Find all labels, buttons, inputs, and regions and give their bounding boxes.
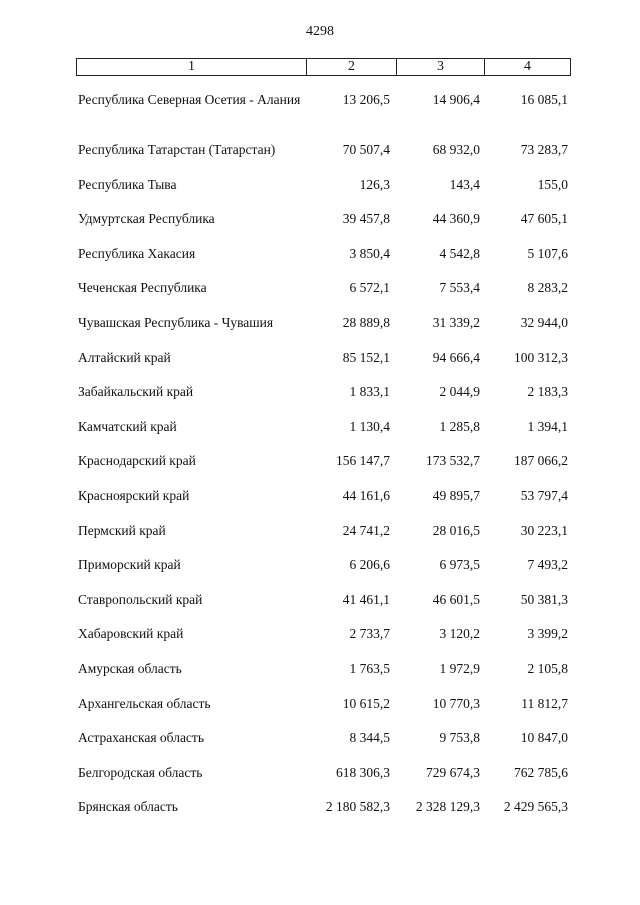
value-col-4: 155,0 [537, 176, 568, 192]
value-col-3: 6 973,5 [439, 557, 480, 573]
value-col-2: 2 180 582,3 [325, 799, 390, 815]
table-row [78, 177, 573, 212]
value-col-4: 187 066,2 [514, 453, 568, 469]
value-col-2: 6 572,1 [349, 280, 390, 296]
region-name: Забайкальский край [78, 384, 194, 400]
value-col-2: 2 733,7 [349, 626, 390, 642]
value-col-3: 9 753,8 [439, 730, 480, 746]
value-col-3: 2 328 129,3 [415, 799, 480, 815]
table-row [78, 592, 573, 627]
value-col-3: 173 532,7 [426, 453, 480, 469]
table-row [78, 799, 573, 834]
table-row [78, 453, 573, 488]
region-name: Брянская область [78, 799, 178, 815]
value-col-2: 1 763,5 [349, 660, 390, 676]
value-col-4: 1 394,1 [527, 418, 568, 434]
region-name: Амурская область [78, 660, 182, 676]
value-col-2: 24 741,2 [342, 522, 390, 538]
value-col-2: 85 152,1 [342, 349, 390, 365]
region-name: Белгородская область [78, 764, 203, 780]
value-col-2: 41 461,1 [342, 591, 390, 607]
value-col-3: 14 906,4 [432, 92, 480, 107]
value-col-4: 50 381,3 [520, 591, 568, 607]
value-col-4: 3 399,2 [527, 626, 568, 642]
value-col-4: 11 812,7 [521, 695, 568, 711]
value-col-4: 2 105,8 [527, 660, 568, 676]
table-row [78, 488, 573, 523]
value-col-3: 28 016,5 [432, 522, 480, 538]
region-name: Республика Северная Осетия - Алания [78, 92, 301, 107]
value-col-4: 32 944,0 [520, 314, 568, 330]
value-col-2: 44 161,6 [342, 487, 390, 503]
region-name: Алтайский край [78, 349, 171, 365]
region-name: Чувашская Республика - Чувашия [78, 314, 274, 330]
table-header [76, 58, 571, 76]
value-col-3: 7 553,4 [439, 280, 480, 296]
table-row [78, 661, 573, 696]
region-name: Пермский край [78, 522, 166, 538]
table-row [78, 696, 573, 731]
value-col-2: 10 615,2 [342, 695, 390, 711]
value-col-4: 53 797,4 [520, 487, 568, 503]
value-col-4: 100 312,3 [514, 349, 568, 365]
table-row [78, 92, 573, 142]
table-row [78, 730, 573, 765]
value-col-4: 762 785,6 [514, 764, 568, 780]
value-col-2: 70 507,4 [342, 142, 390, 157]
table-row [78, 211, 573, 246]
value-col-3: 49 895,7 [432, 487, 480, 503]
value-col-4: 10 847,0 [520, 730, 568, 746]
value-col-2: 39 457,8 [342, 211, 390, 227]
table-row [78, 419, 573, 454]
value-col-2: 13 206,5 [342, 92, 390, 107]
value-col-4: 2 429 565,3 [503, 799, 568, 815]
value-col-2: 126,3 [359, 176, 390, 192]
region-name: Республика Татарстан (Татарстан) [78, 142, 276, 157]
value-col-2: 156 147,7 [336, 453, 390, 469]
value-col-3: 31 339,2 [432, 314, 480, 330]
table-row [78, 246, 573, 281]
region-name: Хабаровский край [78, 626, 184, 642]
value-col-3: 729 674,3 [426, 764, 480, 780]
region-name: Удмуртская Республика [78, 211, 215, 227]
table-row [78, 315, 573, 350]
region-name: Красноярский край [78, 487, 190, 503]
header-col-2: 2 [307, 59, 397, 75]
value-col-3: 1 972,9 [439, 660, 480, 676]
value-col-3: 44 360,9 [432, 211, 480, 227]
value-col-3: 46 601,5 [432, 591, 480, 607]
value-col-2: 3 850,4 [349, 245, 390, 261]
table-row [78, 765, 573, 800]
value-col-2: 28 889,8 [342, 314, 390, 330]
value-col-2: 618 306,3 [336, 764, 390, 780]
region-name: Ставропольский край [78, 591, 203, 607]
value-col-4: 7 493,2 [527, 557, 568, 573]
page-number: 4298 [306, 24, 334, 39]
header-col-1: 1 [77, 59, 307, 75]
value-col-2: 1 833,1 [349, 384, 390, 400]
value-col-3: 2 044,9 [439, 384, 480, 400]
value-col-4: 8 283,2 [527, 280, 568, 296]
value-col-3: 4 542,8 [439, 245, 480, 261]
value-col-4: 16 085,1 [520, 92, 568, 107]
value-col-4: 47 605,1 [520, 211, 568, 227]
value-col-3: 10 770,3 [432, 695, 480, 711]
region-name: Чеченская Республика [78, 280, 207, 296]
region-name: Краснодарский край [78, 453, 196, 469]
value-col-4: 2 183,3 [527, 384, 568, 400]
header-col-4: 4 [524, 59, 531, 74]
value-col-3: 68 932,0 [432, 142, 480, 157]
value-col-2: 8 344,5 [349, 730, 390, 746]
region-name: Республика Хакасия [78, 245, 196, 261]
value-col-4: 5 107,6 [527, 245, 568, 261]
table-body [78, 92, 573, 834]
region-name: Астраханская область [78, 730, 204, 746]
value-col-4: 73 283,7 [520, 142, 568, 157]
header-col-3: 3 [397, 59, 485, 75]
table-row [78, 523, 573, 558]
value-col-4: 30 223,1 [520, 522, 568, 538]
value-col-2: 1 130,4 [349, 418, 390, 434]
table-row [78, 350, 573, 385]
value-col-3: 94 666,4 [432, 349, 480, 365]
region-name: Республика Тыва [78, 176, 177, 192]
region-name: Камчатский край [78, 418, 177, 434]
table-row [78, 280, 573, 315]
region-name: Приморский край [78, 557, 181, 573]
table-row [78, 626, 573, 661]
value-col-3: 3 120,2 [439, 626, 480, 642]
value-col-2: 6 206,6 [349, 557, 390, 573]
table-row [78, 384, 573, 419]
table-row [78, 557, 573, 592]
value-col-3: 143,4 [449, 176, 480, 192]
region-name: Архангельская область [78, 695, 211, 711]
value-col-3: 1 285,8 [439, 418, 480, 434]
table-row [78, 142, 573, 177]
